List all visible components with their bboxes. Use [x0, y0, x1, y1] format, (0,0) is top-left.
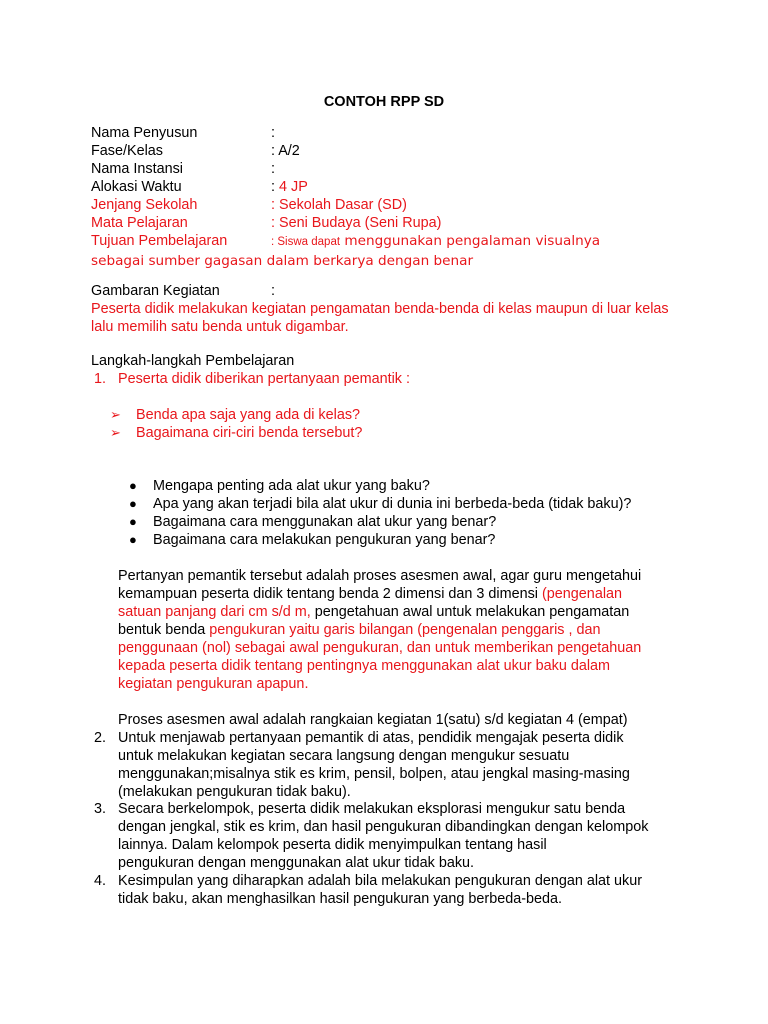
para-line-2-black: kemampuan peserta didik tentang benda 2 dimensi dan 3 dimensi	[118, 586, 542, 602]
para-line-3-black: pengetahuan awal untuk melakukan pengamatan	[310, 604, 630, 620]
value-mata-pelajaran: : Seni Budaya (Seni Rupa)	[271, 215, 442, 231]
label-nama-instansi: Nama Instansi	[91, 161, 183, 177]
para-line-5: penggunaan (nol) sebagai awal pengukuran, dan untuk memberikan pengetahuan	[118, 640, 642, 656]
step-4-number: 4.	[94, 873, 107, 889]
label-fase-kelas: Fase/Kelas	[91, 143, 163, 159]
step-4-line: Kesimpulan yang diharapkan adalah bila melakukan pengukuran dengan alat ukur	[118, 873, 643, 889]
step-2-line: untuk melakukan kegiatan secara langsung dengan mengukur sesuatu	[118, 748, 570, 764]
langkah-heading: Langkah-langkah Pembelajaran	[91, 353, 295, 369]
bullet-dot-icon: ●	[129, 532, 137, 547]
value-tujuan-text: menggunakan pengalaman visualnya	[340, 233, 601, 249]
para-line-1: Pertanyan pemantik tersebut adalah proses asesmen awal, agar guru mengetahui	[118, 568, 642, 584]
label-nama-penyusun: Nama Penyusun	[91, 125, 198, 141]
value-nama-penyusun: :	[271, 125, 275, 141]
bullet-dot-icon: ●	[129, 514, 137, 529]
arrow-item-2: Bagaimana ciri-ciri benda tersebut?	[136, 425, 363, 441]
para-line-2-red: (pengenalan	[542, 586, 623, 602]
label-alokasi-waktu: Alokasi Waktu	[91, 179, 182, 195]
gambaran-text: Peserta didik melakukan kegiatan pengamatan benda-benda di kelas maupun di luar kelas lalu memilih satu benda untuk digambar.	[91, 301, 669, 335]
bullet-item-2: Apa yang akan terjadi bila alat ukur di dunia ini berbeda-beda (tidak baku)?	[153, 496, 632, 512]
value-jenjang-sekolah: : Sekolah Dasar (SD)	[271, 197, 407, 213]
proses-asesmen-text: Proses asesmen awal adalah rangkaian kegiatan 1(satu) s/d kegiatan 4 (empat)	[118, 712, 628, 728]
bullet-item-3: Bagaimana cara menggunakan alat ukur yang benar?	[153, 514, 497, 530]
para-line-4-red: pengukuran yaitu garis bilangan (pengenalan penggaris , dan	[209, 622, 601, 638]
step-4-line: tidak baku, akan menghasilkan hasil pengukuran yang berbeda-beda.	[118, 891, 563, 907]
value-alokasi-waktu	[271, 178, 308, 196]
step-2-line: Untuk menjawab pertanyaan pemantik di atas, pendidik mengajak peserta didik	[118, 730, 624, 746]
arrow-item-1: Benda apa saja yang ada di kelas?	[136, 407, 361, 423]
value-nama-instansi: :	[271, 161, 275, 177]
step-2-line: menggunakan;misalnya stik es krim, pensil, bolpen, atau jengkal masing-masing	[118, 766, 630, 782]
value-alokasi-jp: 4 JP	[279, 179, 308, 195]
para-line-4	[118, 621, 600, 639]
step-3-line: pengukuran dengan menggunakan alat ukur tidak baku.	[118, 855, 475, 871]
label-tujuan-pembelajaran: Tujuan Pembelajaran	[91, 233, 228, 249]
value-tujuan-pembelajaran	[271, 232, 600, 251]
step-1-text: Peserta didik diberikan pertanyaan pemantik :	[118, 371, 410, 387]
tujuan-line-2: sebagai sumber gagasan dalam berkarya dengan benar	[91, 253, 474, 269]
step-2-line: (melakukan pengukuran tidak baku).	[118, 784, 351, 800]
para-line-7: kegiatan pengukuran apapun.	[118, 676, 309, 692]
step-3-line: dengan jengkal, stik es krim, dan hasil pengukuran dibandingkan dengan kelompok	[118, 819, 649, 835]
step-3-line: Secara berkelompok, peserta didik melakukan eksplorasi mengukur satu benda	[118, 801, 626, 817]
step-3-line: lainnya. Dalam kelompok peserta didik menyimpulkan tentang hasil	[118, 837, 547, 853]
para-line-3-red: satuan panjang dari cm s/d m,	[118, 604, 311, 620]
bullet-item-4: Bagaimana cara melakukan pengukuran yang benar?	[153, 532, 496, 548]
label-jenjang-sekolah: Jenjang Sekolah	[91, 197, 198, 213]
para-line-4-black: bentuk benda	[118, 622, 210, 638]
step-3-number: 3.	[94, 801, 107, 817]
value-tujuan-prefix: : Siswa dapat	[271, 236, 341, 248]
arrow-bullet-icon: ➢	[110, 425, 121, 440]
step-2-number: 2.	[94, 730, 107, 746]
para-line-3	[118, 603, 629, 621]
document-title: CONTOH RPP SD	[323, 94, 445, 110]
gambaran-colon: :	[271, 283, 275, 299]
bullet-dot-icon: ●	[129, 478, 137, 493]
value-fase-kelas: : A/2	[271, 143, 300, 159]
arrow-bullet-icon: ➢	[110, 407, 121, 422]
bullet-item-1: Mengapa penting ada alat ukur yang baku?	[153, 478, 430, 494]
bullet-dot-icon: ●	[129, 496, 137, 511]
step-1-number: 1.	[94, 371, 107, 387]
para-line-2	[118, 585, 622, 603]
label-mata-pelajaran: Mata Pelajaran	[91, 215, 188, 231]
para-line-6: kepada peserta didik tentang pentingnya menggunakan alat ukur baku dalam	[118, 658, 611, 674]
value-alokasi-colon: :	[271, 179, 279, 195]
label-gambaran-kegiatan: Gambaran Kegiatan	[91, 283, 220, 299]
